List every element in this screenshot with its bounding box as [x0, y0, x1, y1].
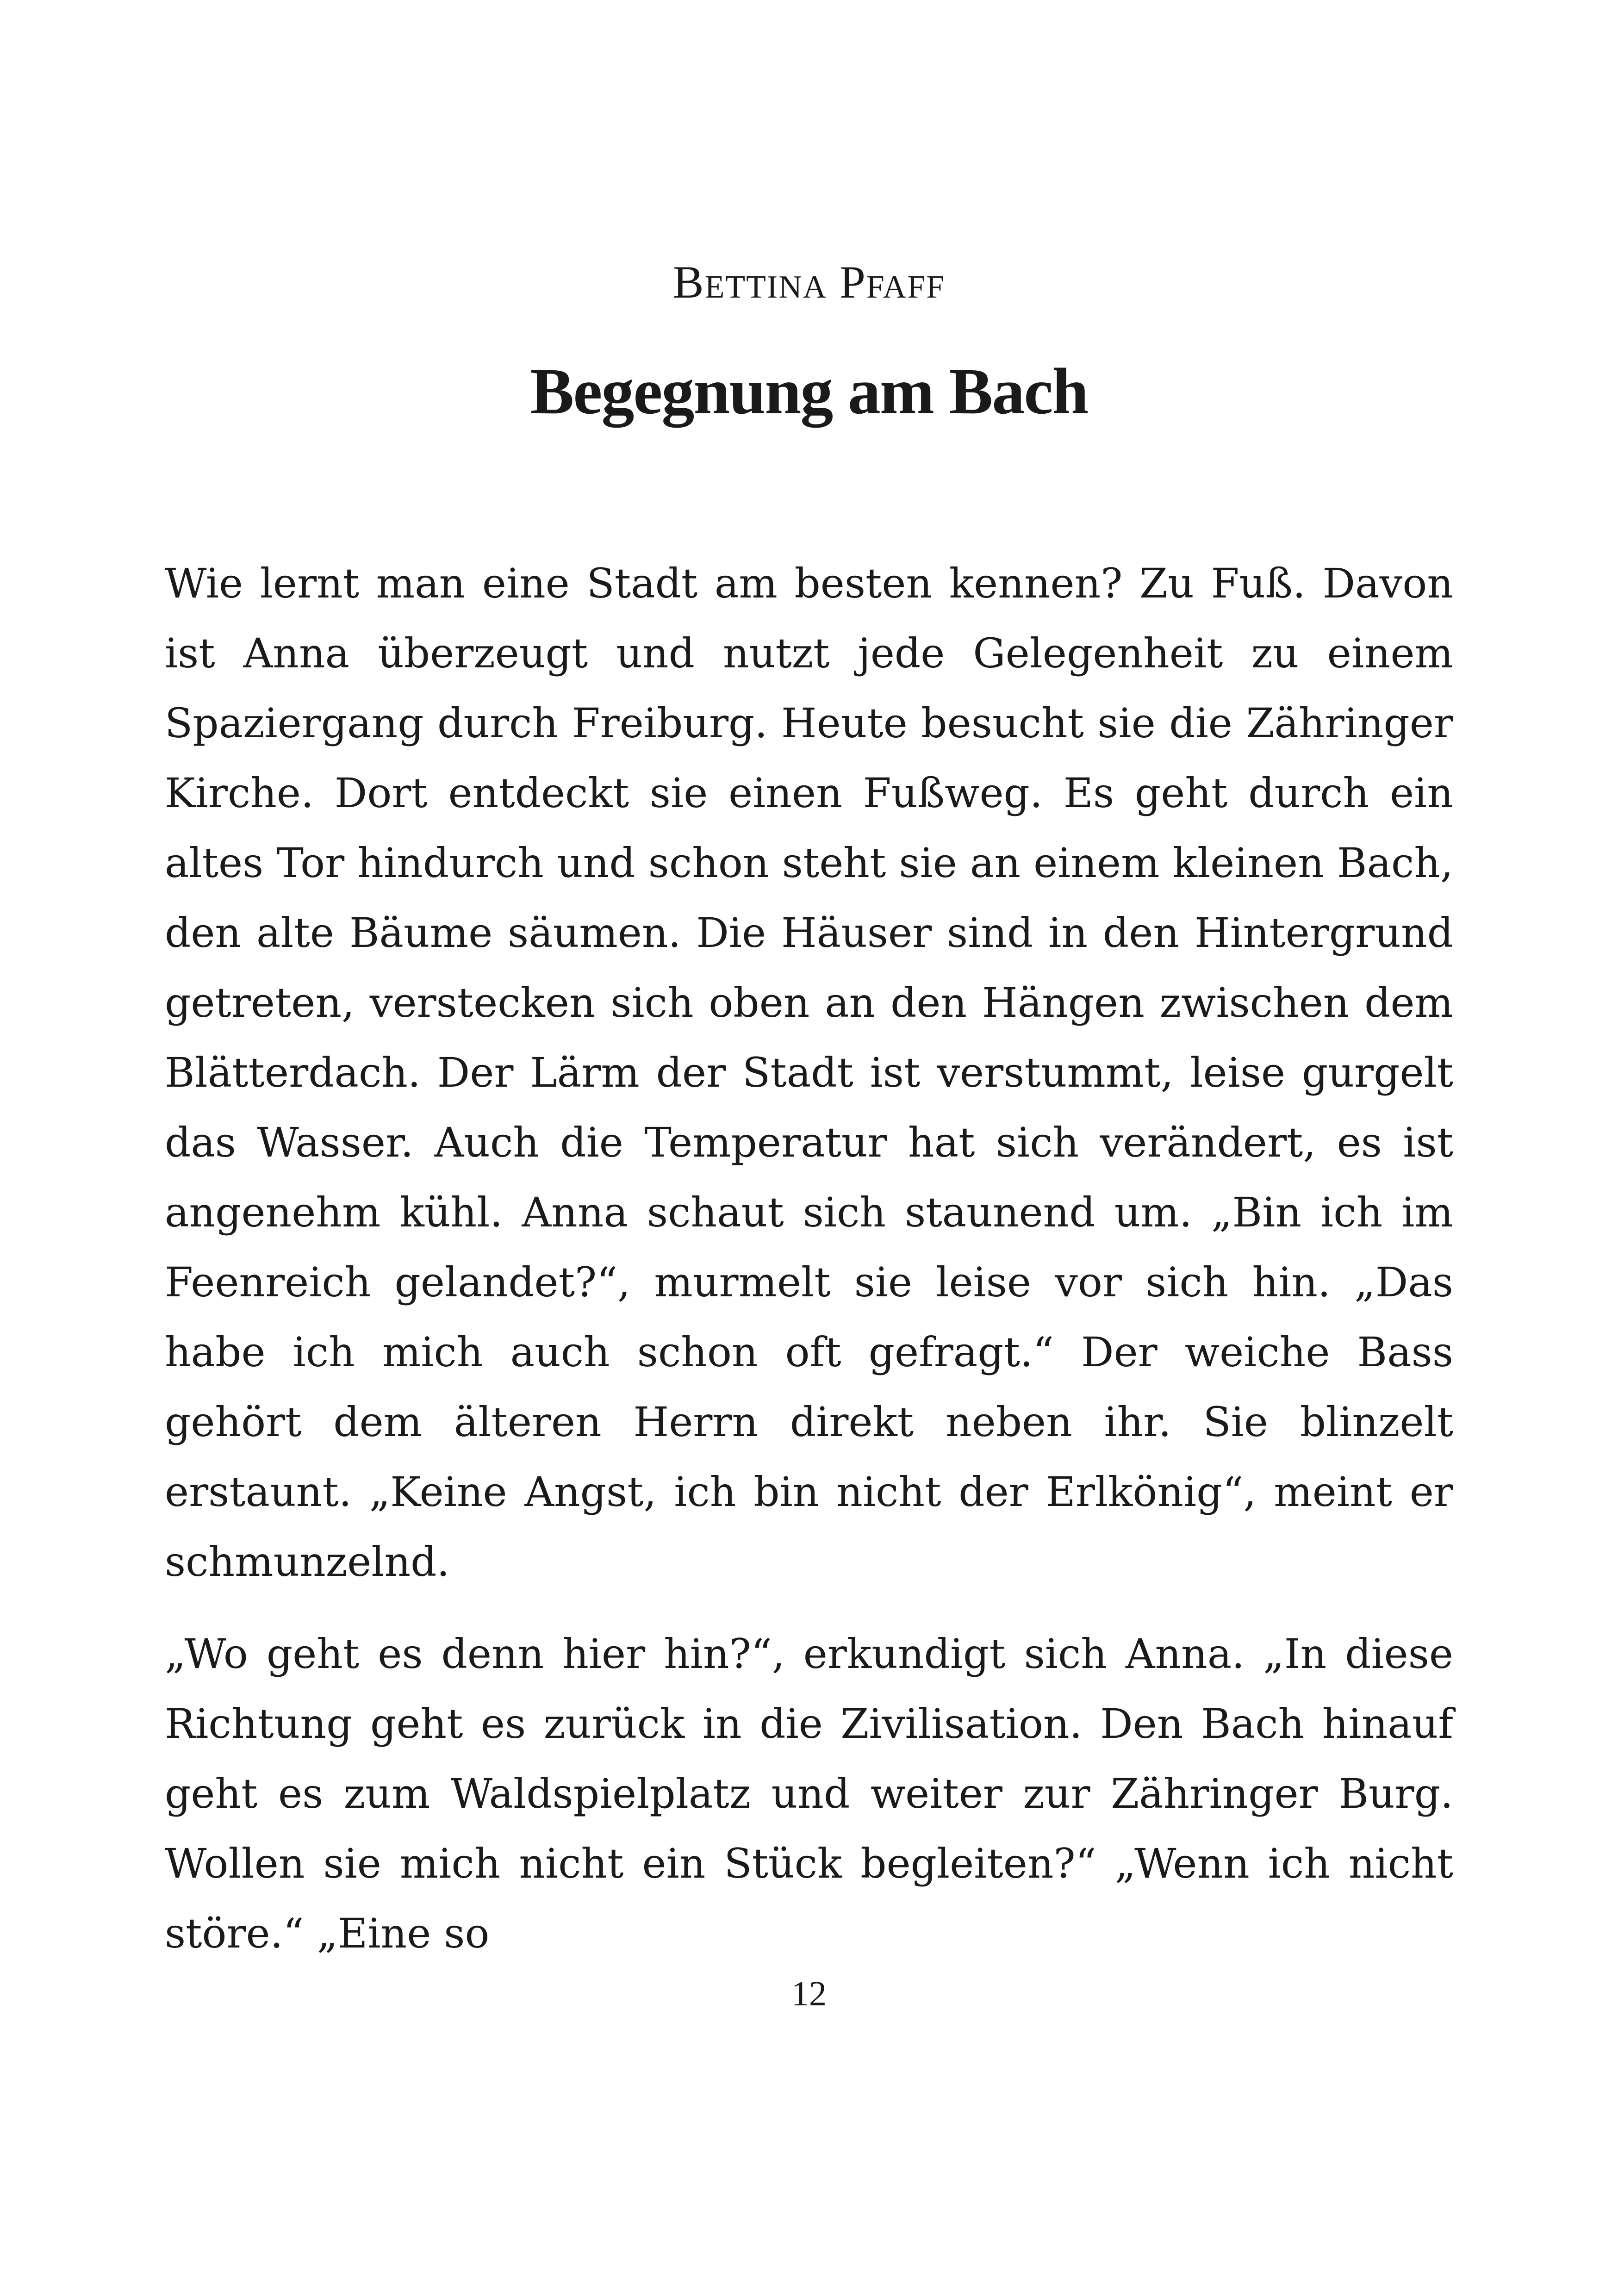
body-text	[165, 548, 1453, 1991]
author-name: Bettina Pfaff	[672, 256, 946, 308]
paragraph: „Wo geht es denn hier hin?“, erkundigt sich Anna. „In diese Richtung geht es zurück in die Zivilisation. Den Bach hinauf geht es zum Waldspielplatz und weiter zur Zähringer Burg. Wollen sie mich nicht ein Stück begleiten?“ „Wenn ich nicht störe.“ „Eine so	[165, 1630, 1453, 1957]
page-number: 12	[791, 1974, 827, 2013]
paragraph: Wie lernt man eine Stadt am besten kennen? Zu Fuß. Davon ist Anna überzeugt und nutzt jede Gelegenheit zu einem Spaziergang durch Freiburg. Heute besucht sie die Zähringer Kirche. Dort entdeckt sie einen Fußweg. Es geht durch ein altes Tor hindurch und schon steht sie an einem kleinen Bach, den alte Bäume säumen. Die Häuser sind in den Hintergrund getreten, verstecken sich oben an den Hängen zwischen dem Blätterdach. Der Lärm der Stadt ist verstummt, leise gurgelt das Wasser. Auch die Temperatur hat sich verändert, es ist angenehm kühl. Anna schaut sich staunend um. „Bin ich im Feenreich gelandet?“, murmelt sie leise vor sich hin. „Das habe ich mich auch schon oft gefragt.“ Der weiche Bass gehört dem älteren Herrn direkt neben ihr. Sie blinzelt erstaunt. „Keine Angst, ich bin nicht der Erlkönig“, meint er schmunzelnd.	[165, 560, 1453, 1586]
chapter-title: Begegnung am Bach	[530, 355, 1088, 428]
